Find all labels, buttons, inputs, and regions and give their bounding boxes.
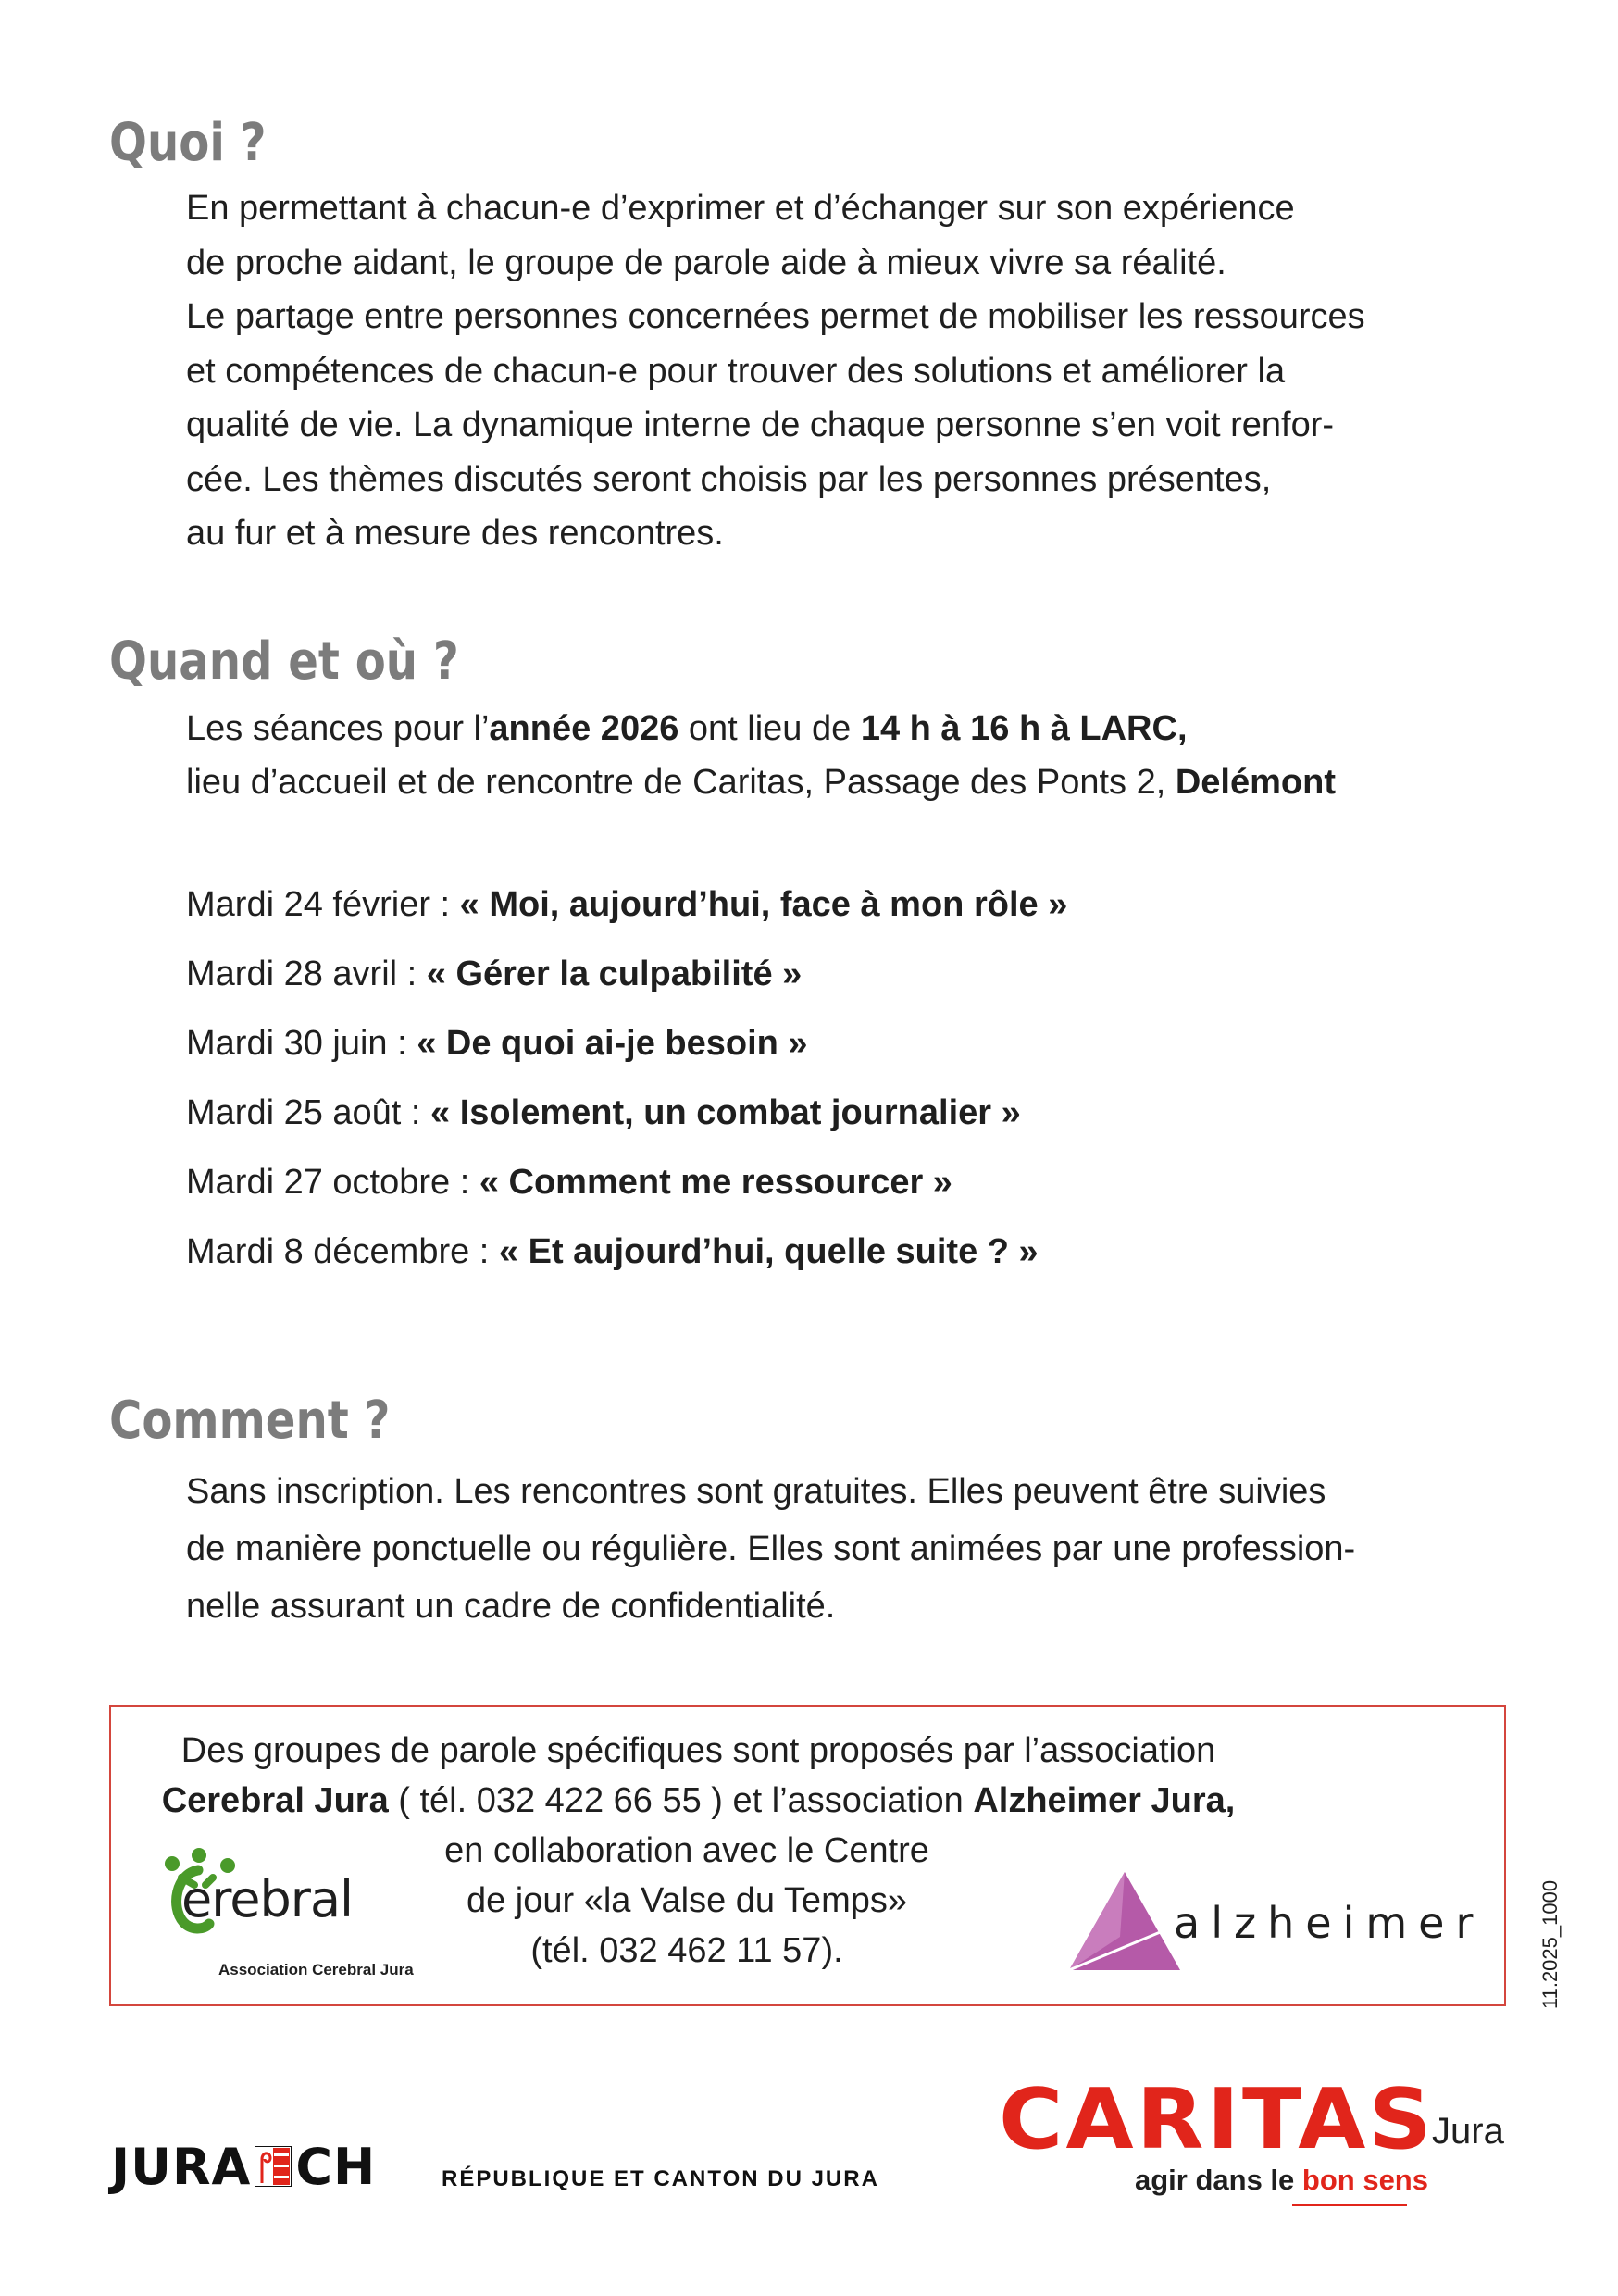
- when-where-paragraph: [186, 702, 1336, 809]
- session-title: « Comment me ressourcer »: [479, 1163, 952, 1202]
- caritas-region: Jura: [1432, 2111, 1504, 2152]
- text-line: de proche aidant, le groupe de parole aide à mieux vivre sa réalité.: [186, 243, 1226, 282]
- session-date: Mardi 25 août :: [186, 1093, 431, 1132]
- text-line: nelle assurant un cadre de confidentialité.: [186, 1587, 836, 1626]
- what-paragraph: [186, 181, 1365, 561]
- cerebral-wordmark: erebral: [181, 1870, 354, 1928]
- text-line: et compétences de chacun-e pour trouver des solutions et améliorer la: [186, 351, 1286, 391]
- how-paragraph: [186, 1463, 1355, 1635]
- session-date: Mardi 28 avril :: [186, 955, 427, 993]
- org-name: Alzheimer Jura,: [973, 1781, 1236, 1820]
- cerebral-caption: Association Cerebral Jura: [218, 1961, 414, 1978]
- alzheimer-wordmark: alzheimer: [1174, 1898, 1485, 1948]
- list-item: [186, 1079, 1067, 1148]
- org-name: Cerebral Jura: [161, 1781, 389, 1820]
- address-line: lieu d’accueil et de rencontre de Caritas, Passage des Ponts 2, Delémont: [186, 763, 1336, 802]
- text-line: de jour «la Valse du Temps»: [466, 1881, 907, 1920]
- text-line: Des groupes de parole spécifiques sont proposés par l’association: [180, 1731, 1216, 1770]
- jura-crozier-icon: [255, 2146, 292, 2187]
- tagline-underline: [1292, 2204, 1407, 2206]
- alzheimer-logo-icon: [1064, 1870, 1185, 1972]
- session-title: « De quoi ai-je besoin »: [417, 1024, 808, 1063]
- session-list: [186, 870, 1067, 1287]
- list-item: [186, 1217, 1067, 1287]
- text-line: En permettant à chacun-e d’exprimer et d’échanger sur son expérience: [186, 189, 1295, 228]
- text-line: en collaboration avec le Centre: [444, 1831, 929, 1870]
- session-date: Mardi 27 octobre :: [186, 1163, 479, 1202]
- section-heading-what: Quoi ?: [109, 113, 267, 173]
- text-line: Le partage entre personnes concernées permet de mobiliser les ressources: [186, 297, 1365, 336]
- session-date: Mardi 24 février :: [186, 885, 460, 924]
- session-date: Mardi 8 décembre :: [186, 1232, 499, 1271]
- caritas-logo: CARITAS: [999, 2071, 1435, 2168]
- caritas-tagline: agir dans le bon sens: [1135, 2164, 1428, 2196]
- section-heading-how: Comment ?: [109, 1391, 391, 1451]
- session-title: « Isolement, un combat journalier »: [430, 1093, 1021, 1132]
- text-line: au fur et à mesure des rencontres.: [186, 514, 724, 553]
- text-line: (tél. 032 462 11 57).: [530, 1931, 843, 1970]
- reference-code: 11.2025_1000: [1538, 1879, 1562, 2009]
- schedule-line: Les séances pour l’année 2026 ont lieu de 14 h à 16 h à LARC,: [186, 709, 1188, 748]
- session-title: « Moi, aujourd’hui, face à mon rôle »: [459, 885, 1068, 924]
- session-title: « Et aujourd’hui, quelle suite ? »: [498, 1232, 1039, 1271]
- section-heading-when-where: Quand et où ?: [109, 631, 459, 692]
- text-line: de manière ponctuelle ou régulière. Elles sont animées par une profession-: [186, 1529, 1356, 1568]
- session-date: Mardi 30 juin :: [186, 1024, 417, 1063]
- text-line: cée. Les thèmes discutés seront choisis par les personnes présentes,: [186, 459, 1272, 499]
- list-item: [186, 1009, 1067, 1079]
- year-text: année 2026: [489, 709, 679, 748]
- list-item: [186, 870, 1067, 940]
- city-text: Delémont: [1175, 763, 1336, 802]
- session-title: « Gérer la culpabilité »: [426, 955, 803, 993]
- text-line: Cerebral Jura ( tél. 032 422 66 55 ) et l’association Alzheimer Jura,: [161, 1781, 1236, 1820]
- text-line: Sans inscription. Les rencontres sont gratuites. Elles peuvent être suivies: [186, 1472, 1326, 1511]
- list-item: [186, 940, 1067, 1009]
- jura-logo: JURA CH: [111, 2137, 377, 2196]
- time-place-text: 14 h à 16 h à LARC,: [860, 709, 1188, 748]
- text-line: qualité de vie. La dynamique interne de chaque personne s’en voit renfor-: [186, 406, 1335, 444]
- list-item: [186, 1148, 1067, 1217]
- jura-caption: RÉPUBLIQUE ET CANTON DU JURA: [442, 2166, 879, 2191]
